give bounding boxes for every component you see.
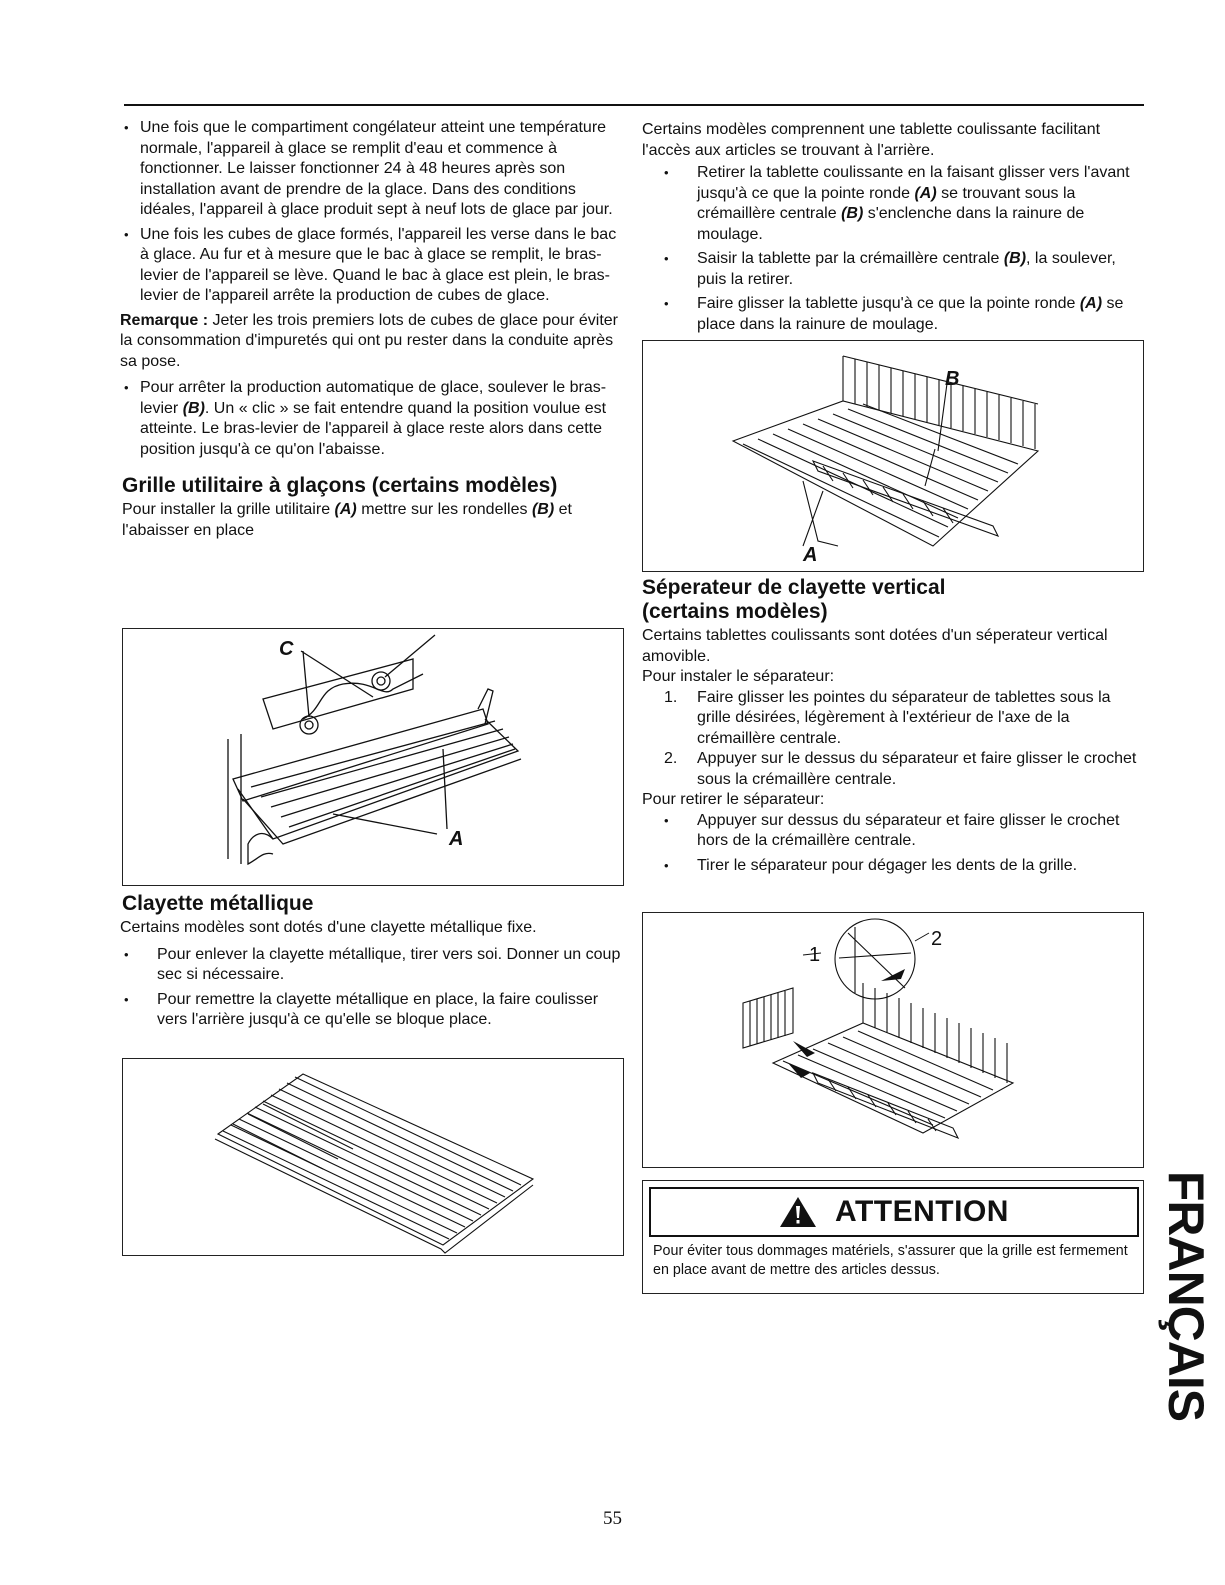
- list-item: [642, 688, 1147, 750]
- label-2: 2: [931, 928, 943, 950]
- text: Saisir la tablette par la crémaillère centrale: [697, 250, 1004, 267]
- list-item: [642, 294, 1147, 335]
- list-item: [642, 249, 1147, 290]
- remark: [120, 311, 622, 373]
- heading-line: Séperateur de clayette vertical: [642, 576, 946, 599]
- list-item: • Pour enlever la clayette métallique, tirer vers soi. Donner un coup sec si nécessaire.: [102, 945, 622, 986]
- text: , la soulever, puis la retirer.: [697, 250, 1116, 288]
- attention-box: [642, 1180, 1144, 1294]
- ref-b: (B): [841, 205, 864, 222]
- text: et l'abaisser en place: [122, 501, 572, 539]
- slide-out-bullets: [642, 163, 1147, 335]
- language-tab-label: FRANÇAIS: [1158, 1170, 1214, 1422]
- list-item: [642, 163, 1147, 245]
- ref-a: (A): [914, 184, 937, 202]
- right-column: [642, 120, 1147, 339]
- heading-grille: Grille utilitaire à glaçons (certains modèles): [122, 474, 558, 497]
- label-b: B: [945, 368, 960, 390]
- list-item: • Pour remettre la clayette métallique en place, la faire coulisser vers l'arrière jusqu'à ce qu'elle se bloque place.: [102, 990, 622, 1031]
- arrow-icon: [793, 1041, 815, 1057]
- remark-label: Remarque :: [120, 311, 209, 329]
- list-item: [642, 749, 1147, 790]
- list-item: • Une fois les cubes de glace formés, l'appareil les verse dans le bac à glace. Au fur et à mesure que le bac à glace se remplit, le bras-levier de l'appareil se lève. Quand le bac à glace est plein, le bras-levier de l'appareil arrête la production de cubes de glace.: [122, 225, 622, 307]
- text: Retirer la tablette coulissante en la faisant glisser vers l'avant jusqu'à ce que la pointe ronde: [697, 164, 1130, 202]
- remark-text: Jeter les trois premiers lots de cubes de glace pour éviter la consommation d'impuretés qui ont pu rester dans la conduite après sa pose.: [120, 311, 618, 370]
- step-text: Faire glisser les pointes du séparateur de tablettes sous la grille désirées, légèrement à l'extérieur de l'axe de la crémaillère centrale.: [697, 688, 1111, 747]
- list-item: • Appuyer sur dessus du séparateur et faire glisser le crochet hors de la crémaillère centrale.: [642, 811, 1147, 852]
- clayette-text: Certains modèles sont dotés d'une clayette métallique fixe.: [120, 919, 537, 936]
- text: se trouvant sous la crémaillère centrale: [697, 184, 1076, 222]
- step-number: 1.: [664, 688, 678, 706]
- language-tab: [1156, 1160, 1216, 1432]
- figure-separator: [642, 912, 1144, 1168]
- label-c: C: [279, 638, 294, 660]
- install-label: Pour instaler le séparateur:: [642, 668, 835, 685]
- icemaker-bullets: [122, 118, 622, 307]
- page-number: 55: [603, 1508, 622, 1529]
- label-a: A: [449, 828, 464, 850]
- arrow-icon: [881, 969, 905, 981]
- figure-slide-out-shelf: [642, 340, 1144, 572]
- figure-wire-shelf: [122, 1058, 624, 1256]
- warning-icon: [779, 1196, 817, 1228]
- slide-out-shelf-illustration: [643, 341, 1143, 571]
- heading-line: (certains modèles): [642, 600, 828, 623]
- label-1: 1: [809, 944, 821, 966]
- separator-section: [642, 572, 1147, 880]
- attention-banner: [649, 1187, 1139, 1237]
- lever-bullets: [122, 378, 622, 460]
- ref-a: (A): [1079, 295, 1103, 312]
- text: se place dans la rainure de moulage.: [697, 295, 1124, 333]
- left-column: [122, 118, 622, 547]
- step-number: 2.: [664, 750, 678, 767]
- attention-title: ATTENTION: [835, 1195, 1009, 1228]
- figure-ice-grille: [122, 628, 624, 886]
- attention-text: Pour éviter tous dommages matériels, s'assurer que la grille est fermement en place avant de mettre des articles dessus.: [653, 1243, 1128, 1278]
- separator-illustration: [643, 913, 1143, 1167]
- remove-label: Pour retirer le séparateur:: [642, 791, 825, 808]
- clayette-section: [122, 884, 622, 1035]
- heading-clayette: Clayette métallique: [122, 892, 314, 915]
- text: s'enclenche dans la rainure de moulage.: [697, 205, 1085, 243]
- ref-b: (B): [182, 399, 205, 417]
- text: Pour arrêter la production automatique de glace, soulever le bras-levier: [140, 379, 607, 417]
- text: mettre sur les rondelles: [356, 501, 532, 518]
- ref-b: (B): [531, 501, 555, 518]
- text: . Un « clic » se fait entendre quand la position voulue est atteinte. Le bras-levier de l'appareil à glace reste alors dans cette position jusqu'à ce qu'on l'abaisse.: [140, 399, 607, 458]
- separator-intro: Certains tablettes coulissants sont dotées d'un séperateur vertical amovible.: [642, 627, 1108, 665]
- list-item: • Tirer le séparateur pour dégager les dents de la grille.: [642, 856, 1147, 877]
- remove-bullets: [642, 811, 1147, 877]
- header-rule: [124, 104, 1144, 106]
- label-a: A: [803, 544, 818, 566]
- clayette-bullets: [102, 945, 622, 1031]
- ref-b: (B): [1003, 250, 1027, 267]
- text: Faire glisser la tablette jusqu'à ce que la pointe ronde: [697, 295, 1080, 312]
- arrow-icon: [788, 1063, 810, 1078]
- ice-grille-illustration: [123, 629, 623, 885]
- list-item: [122, 378, 622, 460]
- step-text: Appuyer sur le dessus du séparateur et faire glisser le crochet sous la crémaillère centrale.: [697, 750, 1137, 788]
- ref-a: (A): [334, 501, 357, 518]
- heading-separator: [642, 576, 1147, 624]
- grille-text: [122, 500, 622, 541]
- wire-shelf-illustration: [123, 1059, 623, 1255]
- list-item: • Une fois que le compartiment congélateur atteint une température normale, l'appareil à glace se remplit d'eau et commence à fonctionner. Le laisser fonctionner 24 à 48 heures après son installation avant de prendre de la glace. Dans des conditions idéales, l'appareil à glace produit sept à neuf lots de glace par jour.: [122, 118, 622, 221]
- install-steps: [642, 688, 1147, 791]
- text: Pour installer la grille utilitaire: [122, 501, 335, 518]
- slide-out-intro: Certains modèles comprennent une tablette coulissante facilitant l'accès aux articles se trouvant à l'arrière.: [642, 121, 1101, 159]
